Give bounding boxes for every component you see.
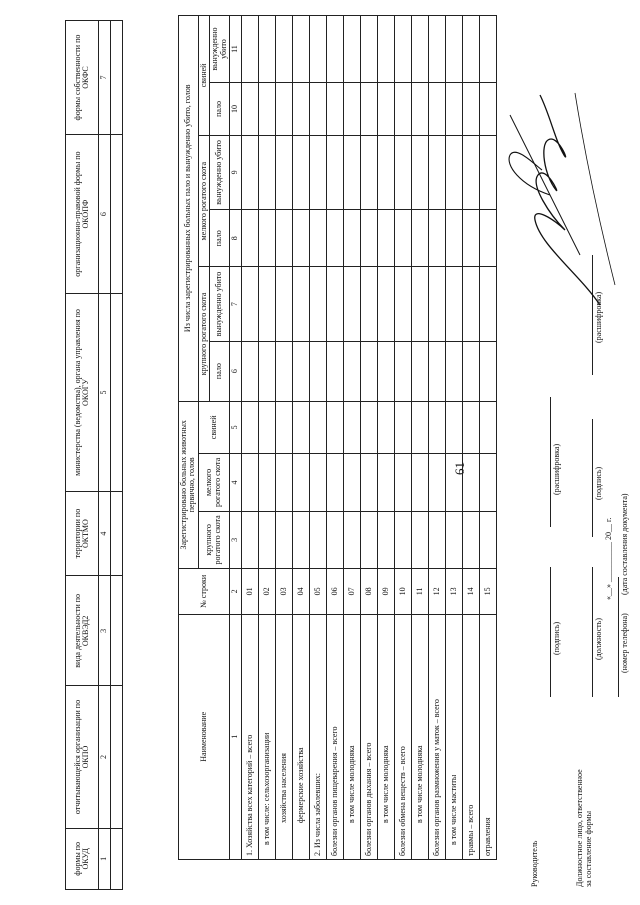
position-line[interactable] bbox=[592, 567, 593, 697]
data-cell[interactable] bbox=[360, 210, 377, 267]
data-cell[interactable] bbox=[241, 341, 258, 401]
data-cell[interactable] bbox=[360, 454, 377, 511]
data-cell[interactable] bbox=[360, 511, 377, 568]
data-cell[interactable] bbox=[258, 401, 275, 454]
data-cell[interactable] bbox=[292, 267, 309, 341]
data-cell[interactable] bbox=[462, 210, 479, 267]
data-cell[interactable] bbox=[394, 135, 411, 209]
row-name: отравления bbox=[479, 614, 496, 859]
data-cell[interactable] bbox=[309, 135, 326, 209]
data-cell[interactable] bbox=[462, 135, 479, 209]
data-cell[interactable] bbox=[343, 341, 360, 401]
data-cell[interactable] bbox=[445, 401, 462, 454]
header-killed-sub: вынужденно убито bbox=[210, 16, 230, 83]
data-cell[interactable] bbox=[241, 83, 258, 136]
data-cell[interactable] bbox=[479, 454, 496, 511]
header-reg-pigs: свиней bbox=[198, 401, 229, 454]
table-row bbox=[411, 16, 428, 860]
data-cell[interactable] bbox=[326, 135, 343, 209]
data-cell[interactable] bbox=[428, 454, 445, 511]
data-cell[interactable] bbox=[343, 83, 360, 136]
data-cell[interactable] bbox=[292, 454, 309, 511]
data-cell[interactable] bbox=[326, 341, 343, 401]
data-cell[interactable] bbox=[292, 511, 309, 568]
data-cell[interactable] bbox=[326, 267, 343, 341]
table-row bbox=[462, 16, 479, 860]
row-number: 10 bbox=[394, 569, 411, 614]
data-cell[interactable] bbox=[411, 210, 428, 267]
data-cell[interactable] bbox=[258, 210, 275, 267]
official-signature-line[interactable] bbox=[592, 419, 593, 537]
row-number: 01 bbox=[241, 569, 258, 614]
row-number: 11 bbox=[411, 569, 428, 614]
code-cell[interactable] bbox=[111, 491, 123, 576]
data-cell[interactable] bbox=[360, 135, 377, 209]
data-cell[interactable] bbox=[445, 454, 462, 511]
code-header-okud: формы по ОКУД bbox=[66, 828, 99, 889]
data-cell[interactable] bbox=[343, 401, 360, 454]
data-cell[interactable] bbox=[241, 16, 258, 83]
data-cell[interactable] bbox=[462, 83, 479, 136]
data-cell[interactable] bbox=[411, 454, 428, 511]
code-header-okogu: министерства (ведомства), органа управления по ОКОГУ bbox=[66, 294, 99, 492]
data-cell[interactable] bbox=[326, 16, 343, 83]
code-cell[interactable] bbox=[111, 828, 123, 889]
data-cell[interactable] bbox=[275, 16, 292, 83]
data-cell[interactable] bbox=[377, 16, 394, 83]
data-cell[interactable] bbox=[411, 341, 428, 401]
table-row bbox=[241, 16, 258, 860]
row-name: фермерские хозяйства bbox=[292, 614, 309, 859]
data-cell[interactable] bbox=[292, 83, 309, 136]
data-cell[interactable] bbox=[241, 210, 258, 267]
row-name: болезни органов дыхания – всего bbox=[360, 614, 377, 859]
data-cell[interactable] bbox=[275, 341, 292, 401]
data-cell[interactable] bbox=[326, 210, 343, 267]
data-cell[interactable] bbox=[479, 401, 496, 454]
table-row bbox=[360, 16, 377, 860]
data-cell[interactable] bbox=[377, 511, 394, 568]
phone-caption: (номер телефона) bbox=[620, 613, 629, 673]
data-cell[interactable] bbox=[411, 135, 428, 209]
data-cell[interactable] bbox=[462, 16, 479, 83]
date-line: «__» __________ 20__ г. bbox=[604, 517, 613, 600]
row-number: 06 bbox=[326, 569, 343, 614]
data-cell[interactable] bbox=[275, 135, 292, 209]
data-cell[interactable] bbox=[445, 511, 462, 568]
data-cell[interactable] bbox=[292, 210, 309, 267]
row-name: болезни органов пищеварения – всего bbox=[326, 614, 343, 859]
head-decoding-line[interactable] bbox=[550, 397, 551, 527]
row-name: в том числе молодняка bbox=[411, 614, 428, 859]
header-killed-sub: вынужденно убито bbox=[210, 135, 230, 209]
code-num: 3 bbox=[99, 576, 111, 686]
data-cell[interactable] bbox=[462, 267, 479, 341]
data-cell[interactable] bbox=[445, 210, 462, 267]
data-cell[interactable] bbox=[394, 267, 411, 341]
data-cell[interactable] bbox=[428, 341, 445, 401]
data-cell[interactable] bbox=[326, 83, 343, 136]
data-cell[interactable] bbox=[394, 401, 411, 454]
col-num: 9 bbox=[229, 135, 241, 209]
data-cell[interactable] bbox=[394, 16, 411, 83]
phone-line[interactable] bbox=[618, 577, 619, 697]
data-cell[interactable] bbox=[445, 267, 462, 341]
row-number: 08 bbox=[360, 569, 377, 614]
code-cell[interactable] bbox=[111, 21, 123, 135]
data-cell[interactable] bbox=[343, 135, 360, 209]
data-cell[interactable] bbox=[428, 83, 445, 136]
row-name: в том числе молодняка bbox=[377, 614, 394, 859]
col-num: 4 bbox=[229, 454, 241, 511]
code-header-okopf: организационно-правовой формы по ОКОПФ bbox=[66, 135, 99, 294]
col-num: 1 bbox=[229, 614, 241, 859]
data-cell[interactable] bbox=[360, 401, 377, 454]
table-row bbox=[445, 16, 462, 860]
data-cell[interactable] bbox=[309, 267, 326, 341]
data-cell[interactable] bbox=[309, 341, 326, 401]
data-cell[interactable] bbox=[377, 454, 394, 511]
table-row bbox=[377, 16, 394, 860]
data-cell[interactable] bbox=[309, 454, 326, 511]
row-name: травмы – всего bbox=[462, 614, 479, 859]
code-cell[interactable] bbox=[111, 576, 123, 686]
row-number: 15 bbox=[479, 569, 496, 614]
data-cell[interactable] bbox=[309, 511, 326, 568]
disease-table bbox=[178, 15, 497, 860]
data-cell[interactable] bbox=[479, 511, 496, 568]
data-cell[interactable] bbox=[241, 401, 258, 454]
code-num: 6 bbox=[99, 135, 111, 294]
header-died-sub: пало bbox=[210, 83, 230, 136]
data-cell[interactable] bbox=[445, 16, 462, 83]
data-cell[interactable] bbox=[394, 83, 411, 136]
row-number: 03 bbox=[275, 569, 292, 614]
data-cell[interactable] bbox=[360, 83, 377, 136]
position-caption: (должность) bbox=[594, 618, 603, 660]
header-died-small: мелкого рогатого скота bbox=[198, 135, 209, 267]
data-cell[interactable] bbox=[377, 135, 394, 209]
data-cell[interactable] bbox=[258, 511, 275, 568]
header-name: Наименование bbox=[179, 614, 230, 859]
data-cell[interactable] bbox=[462, 341, 479, 401]
data-cell[interactable] bbox=[411, 401, 428, 454]
data-cell[interactable] bbox=[292, 341, 309, 401]
row-number: 02 bbox=[258, 569, 275, 614]
data-cell[interactable] bbox=[377, 83, 394, 136]
code-num: 2 bbox=[99, 686, 111, 828]
data-cell[interactable] bbox=[275, 401, 292, 454]
data-cell[interactable] bbox=[275, 511, 292, 568]
data-cell[interactable] bbox=[462, 511, 479, 568]
code-num: 5 bbox=[99, 294, 111, 492]
data-cell[interactable] bbox=[326, 401, 343, 454]
data-cell[interactable] bbox=[343, 454, 360, 511]
row-name: 1. Хозяйства всех категорий – всего bbox=[241, 614, 258, 859]
code-cell[interactable] bbox=[111, 686, 123, 828]
row-number: 14 bbox=[462, 569, 479, 614]
date-caption: (дата составления документа) bbox=[620, 493, 629, 595]
data-cell[interactable] bbox=[258, 83, 275, 136]
col-num: 11 bbox=[229, 16, 241, 83]
handwritten-signature bbox=[480, 85, 630, 315]
codes-table bbox=[65, 20, 123, 890]
data-cell[interactable] bbox=[326, 511, 343, 568]
code-header-okfs: формы собственности по ОКФС bbox=[66, 21, 99, 135]
data-cell[interactable] bbox=[462, 401, 479, 454]
data-cell[interactable] bbox=[241, 454, 258, 511]
row-number: 12 bbox=[428, 569, 445, 614]
data-cell[interactable] bbox=[479, 16, 496, 83]
data-cell[interactable] bbox=[258, 454, 275, 511]
table-row bbox=[326, 16, 343, 860]
col-num: 6 bbox=[229, 341, 241, 401]
data-cell[interactable] bbox=[411, 267, 428, 341]
data-cell[interactable] bbox=[292, 16, 309, 83]
data-cell[interactable] bbox=[394, 210, 411, 267]
data-cell[interactable] bbox=[462, 454, 479, 511]
data-cell[interactable] bbox=[343, 16, 360, 83]
data-rows bbox=[241, 16, 496, 860]
header-died-pigs: свиней bbox=[198, 16, 209, 136]
data-cell[interactable] bbox=[360, 341, 377, 401]
col-num: 5 bbox=[229, 401, 241, 454]
header-reg-cattle: крупного рогатого скота bbox=[198, 511, 229, 568]
page-number: 61 bbox=[452, 462, 467, 475]
row-number: 05 bbox=[309, 569, 326, 614]
data-cell[interactable] bbox=[394, 511, 411, 568]
data-cell[interactable] bbox=[258, 16, 275, 83]
data-cell[interactable] bbox=[377, 341, 394, 401]
head-signature-caption: (подпись) bbox=[552, 621, 561, 655]
data-cell[interactable] bbox=[343, 511, 360, 568]
row-number: 09 bbox=[377, 569, 394, 614]
data-cell[interactable] bbox=[326, 454, 343, 511]
data-cell[interactable] bbox=[394, 341, 411, 401]
code-num: 4 bbox=[99, 491, 111, 576]
data-cell[interactable] bbox=[479, 341, 496, 401]
data-cell[interactable] bbox=[241, 135, 258, 209]
header-died-cattle: крупного рогатого скота bbox=[198, 267, 209, 401]
row-name: в том числе маститы bbox=[445, 614, 462, 859]
data-cell[interactable] bbox=[292, 135, 309, 209]
data-cell[interactable] bbox=[309, 83, 326, 136]
header-row-no: № строки bbox=[179, 569, 230, 614]
data-cell[interactable] bbox=[445, 135, 462, 209]
data-cell[interactable] bbox=[428, 135, 445, 209]
header-died: Из числа зарегистрированных больных пало и вынужденно убито, голов bbox=[179, 16, 199, 402]
col-num: 10 bbox=[229, 83, 241, 136]
code-header-okved: вида деятельности по ОКВЭД2 bbox=[66, 576, 99, 686]
code-header-okpo: отчитывающейся организации по ОКПО bbox=[66, 686, 99, 828]
data-cell[interactable] bbox=[445, 341, 462, 401]
data-cell[interactable] bbox=[275, 83, 292, 136]
head-decoding-caption: (расшифровка) bbox=[552, 443, 561, 495]
header-reg-small: мелкого рогатого скота bbox=[198, 454, 229, 511]
head-signature-line[interactable] bbox=[550, 567, 551, 697]
official-label: Должностное лицо, ответственное за составление формы bbox=[575, 769, 593, 887]
data-cell[interactable] bbox=[241, 511, 258, 568]
data-cell[interactable] bbox=[428, 511, 445, 568]
code-header-oktmo: территории по ОКТМО bbox=[66, 491, 99, 576]
code-num: 1 bbox=[99, 828, 111, 889]
data-cell[interactable] bbox=[360, 267, 377, 341]
row-name: болезни обмена веществ – всего bbox=[394, 614, 411, 859]
col-num: 8 bbox=[229, 210, 241, 267]
data-cell[interactable] bbox=[275, 210, 292, 267]
data-cell[interactable] bbox=[241, 267, 258, 341]
data-cell[interactable] bbox=[377, 401, 394, 454]
data-cell[interactable] bbox=[377, 210, 394, 267]
col-num: 7 bbox=[229, 267, 241, 341]
row-number: 07 bbox=[343, 569, 360, 614]
table-row bbox=[309, 16, 326, 860]
row-name: хозяйства населения bbox=[275, 614, 292, 859]
data-cell[interactable] bbox=[428, 16, 445, 83]
data-cell[interactable] bbox=[309, 210, 326, 267]
table-row bbox=[292, 16, 309, 860]
data-cell[interactable] bbox=[411, 511, 428, 568]
row-number: 04 bbox=[292, 569, 309, 614]
column-number-row bbox=[229, 16, 241, 860]
data-cell[interactable] bbox=[428, 267, 445, 341]
col-num: 3 bbox=[229, 511, 241, 568]
data-cell[interactable] bbox=[343, 210, 360, 267]
row-name: в том числе молодняка bbox=[343, 614, 360, 859]
data-cell[interactable] bbox=[411, 16, 428, 83]
header-killed-sub: вынужденно убито bbox=[210, 267, 230, 341]
header-died-sub: пало bbox=[210, 210, 230, 267]
data-cell[interactable] bbox=[428, 210, 445, 267]
data-cell[interactable] bbox=[309, 401, 326, 454]
code-cell[interactable] bbox=[111, 294, 123, 492]
code-cell[interactable] bbox=[111, 135, 123, 294]
header-died-sub: пало bbox=[210, 341, 230, 401]
official-decoding-caption: (расшифровка) bbox=[594, 291, 603, 343]
table-row bbox=[343, 16, 360, 860]
data-cell[interactable] bbox=[343, 267, 360, 341]
data-cell[interactable] bbox=[445, 83, 462, 136]
table-row bbox=[275, 16, 292, 860]
head-label: Руководитель bbox=[530, 840, 539, 887]
data-cell[interactable] bbox=[292, 401, 309, 454]
row-name: 2. Из числа заболевших: bbox=[309, 614, 326, 859]
col-num: 2 bbox=[229, 569, 241, 614]
official-signature-caption: (подпись) bbox=[594, 466, 603, 500]
data-cell[interactable] bbox=[258, 267, 275, 341]
row-name: болезни органов размножения у маток – всего bbox=[428, 614, 445, 859]
table-row bbox=[428, 16, 445, 860]
data-cell[interactable] bbox=[275, 267, 292, 341]
data-cell[interactable] bbox=[258, 341, 275, 401]
data-cell[interactable] bbox=[428, 401, 445, 454]
table-row bbox=[394, 16, 411, 860]
table-row bbox=[258, 16, 275, 860]
data-cell[interactable] bbox=[360, 16, 377, 83]
header-registered: Зарегистрировано больных животных первично, голов bbox=[179, 401, 199, 569]
code-num: 7 bbox=[99, 21, 111, 135]
data-cell[interactable] bbox=[377, 267, 394, 341]
data-cell[interactable] bbox=[275, 454, 292, 511]
data-cell[interactable] bbox=[309, 16, 326, 83]
data-cell[interactable] bbox=[411, 83, 428, 136]
data-cell[interactable] bbox=[258, 135, 275, 209]
row-name: в том числе: сельхозорганизации bbox=[258, 614, 275, 859]
data-cell[interactable] bbox=[394, 454, 411, 511]
row-number: 13 bbox=[445, 569, 462, 614]
